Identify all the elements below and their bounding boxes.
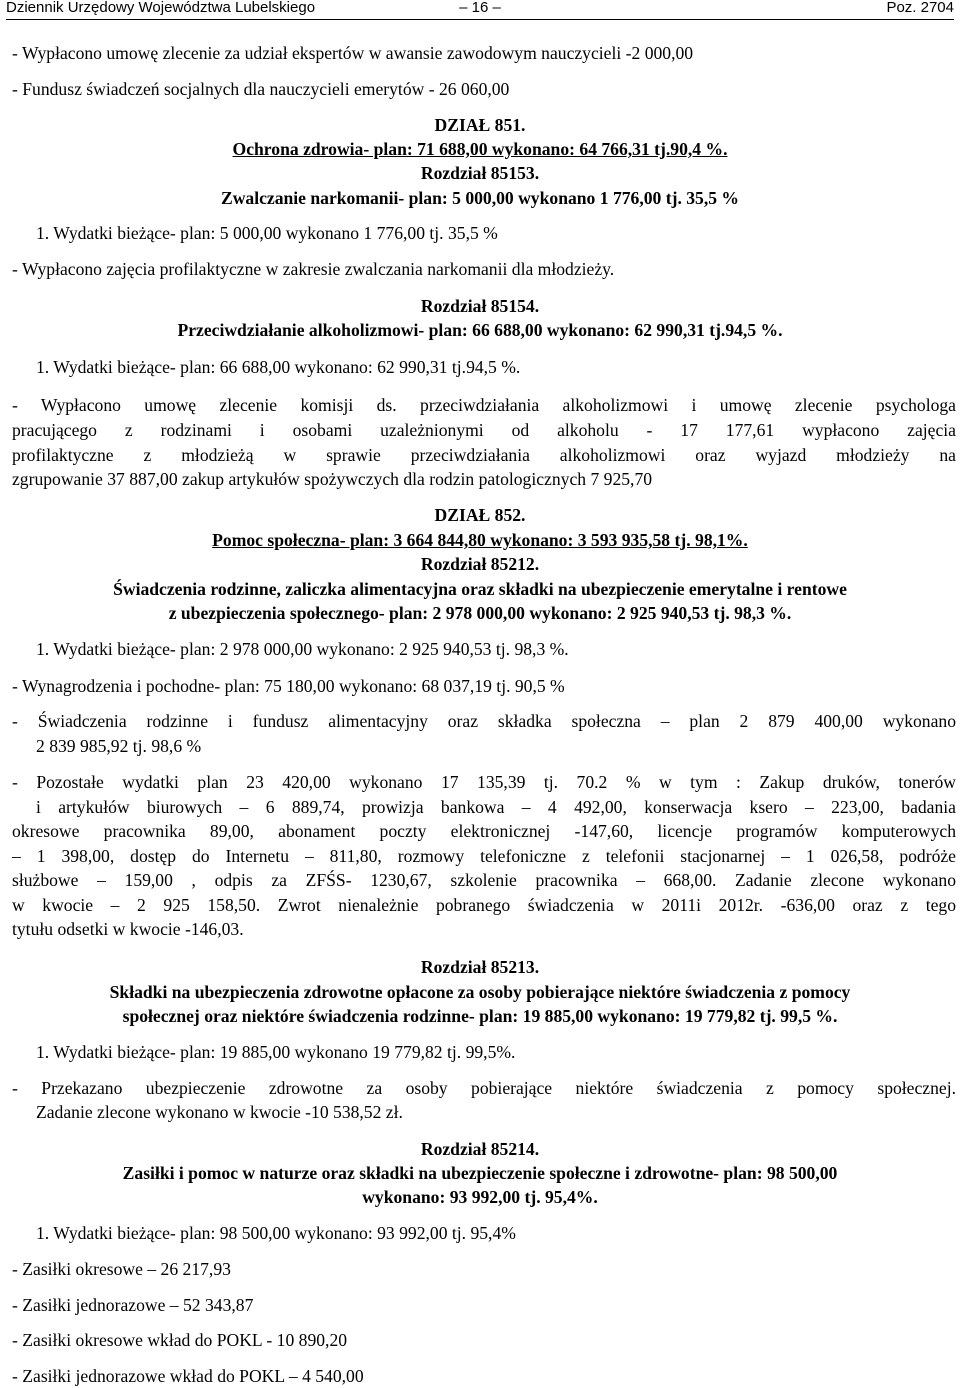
text-line: tytułu odsetki w kwocie -146,03. — [12, 919, 244, 939]
text-line: w kwocie – 2 925 158,50. Zwrot nienależnie pobranego świadczenia w 2011i 2012r. -636,00 oraz z tego — [12, 895, 956, 915]
chapter-title: wykonano: 93 992,00 tj. 95,4%. — [362, 1187, 598, 1207]
text-line: - Wypłacono umowę zlecenie za udział ekspertów w awansie zawodowym nauczycieli -2 000,00 — [12, 43, 694, 63]
text-line: okresowe pracownika 89,00, abonament poczty elektronicznej -147,60, licencje programów komputerowych — [12, 821, 956, 841]
text-line: - Wypłacono zajęcia profilaktyczne w zakresie zwalczania narkomanii dla młodzieży. — [12, 259, 615, 279]
text-line: - Przekazano ubezpieczenie zdrowotne za osoby pobierające niektóre świadczenia z pomocy społecznej. — [12, 1078, 956, 1098]
chapter-title: Świadczenia rodzinne, zaliczka alimentacyjna oraz składki na ubezpieczenie emerytalne i rentowe — [113, 579, 847, 599]
text-line: - Pozostałe wydatki plan 23 420,00 wykonano 17 135,39 tj. 70.2 % w tym : Zakup druków, tonerów — [12, 772, 956, 792]
text-line: i artykułów biurowych – 6 889,74, prowizja bankowa – 4 492,00, konserwacja ksero – 223,00, badania — [36, 797, 956, 817]
text-line: - Wypłacono umowę zlecenie komisji ds. przeciwdziałania alkoholizmowi i umowę zlecenie psychologa — [12, 395, 956, 415]
chapter-title: z ubezpieczenia społecznego- plan: 2 978 000,00 wykonano: 2 925 940,53 tj. 98,3 %. — [168, 603, 792, 623]
chapter-title: Składki na ubezpieczenia zdrowotne opłacone za osoby pobierające niektóre świadczenia z pomocy — [109, 982, 851, 1002]
journal-title: Dziennik Urzędowy Województwa Lubelskiego — [6, 0, 316, 16]
chapter-heading: Rozdział 85214. — [420, 1139, 540, 1159]
chapter-title: Zwalczanie narkomanii- plan: 5 000,00 wykonano 1 776,00 tj. 35,5 % — [220, 188, 740, 208]
section-title: Ochrona zdrowia- plan: 71 688,00 wykonano: 64 766,31 tj.90,4 %. — [232, 139, 728, 159]
chapter-heading: Rozdział 85213. — [420, 957, 540, 977]
chapter-title: Przeciwdziałanie alkoholizmowi- plan: 66 688,00 wykonano: 62 990,31 tj.94,5 %. — [177, 320, 783, 340]
chapter-title: społecznej oraz niektóre świadczenia rodzinne- plan: 19 885,00 wykonano: 19 779,82 tj. 99,5 %. — [122, 1006, 838, 1026]
position-number: Poz. 2704 — [886, 0, 954, 16]
text-line: – 1 398,00, dostęp do Internetu – 811,80, rozmowy telefoniczne z telefonii stacjonarnej – 1 026,58, podróże — [12, 846, 956, 866]
expenses-line: 1. Wydatki bieżące- plan: 66 688,00 wykonano: 62 990,31 tj.94,5 %. — [36, 357, 521, 377]
text-line: - Świadczenia rodzinne i fundusz alimentacyjny oraz składka społeczna – plan 2 879 400,00 wykonano — [12, 711, 956, 731]
section-heading: DZIAŁ 852. — [434, 505, 526, 525]
text-line: Zadanie zlecone wykonano w kwocie -10 538,52 zł. — [36, 1102, 403, 1122]
expenses-line: 1. Wydatki bieżące- plan: 19 885,00 wykonano 19 779,82 tj. 99,5%. — [36, 1042, 516, 1062]
page-number: – 16 – — [459, 0, 501, 16]
expenses-line: 1. Wydatki bieżące- plan: 98 500,00 wykonano: 93 992,00 tj. 95,4% — [36, 1223, 516, 1243]
expenses-line: 1. Wydatki bieżące- plan: 2 978 000,00 wykonano: 2 925 940,53 tj. 98,3 %. — [36, 639, 569, 659]
list-item: - Zasiłki jednorazowe – 52 343,87 — [12, 1295, 254, 1315]
expenses-line: 1. Wydatki bieżące- plan: 5 000,00 wykonano 1 776,00 tj. 35,5 % — [36, 223, 498, 243]
text-line: służbowe – 159,00 , odpis za ZFŚS- 1230,67, szkolenie pracownika – 668,00. Zadanie zlecone wykonano — [12, 870, 956, 890]
chapter-title: Zasiłki i pomoc w naturze oraz składki na ubezpieczenie społeczne i zdrowotne- plan: 98 500,00 — [122, 1163, 838, 1183]
chapter-heading: Rozdział 85154. — [420, 296, 540, 316]
text-line: pracującego z rodzinami i osobami uzależnionymi od alkoholu - 17 177,61 wypłacono zajęcia — [12, 420, 956, 440]
page-header — [6, 0, 954, 20]
text-line: - Fundusz świadczeń socjalnych dla nauczycieli emerytów - 26 060,00 — [12, 79, 510, 99]
chapter-heading: Rozdział 85212. — [420, 554, 540, 574]
list-item: - Zasiłki jednorazowe wkład do POKL – 4 540,00 — [12, 1366, 364, 1386]
text-line: zgrupowanie 37 887,00 zakup artykułów spożywczych dla rodzin patologicznych 7 925,70 — [12, 469, 653, 489]
text-line: profilaktyczne z młodzieżą w sprawie przeciwdziałania alkoholizmowi oraz wyjazd młodzieży na — [12, 445, 956, 465]
section-heading: DZIAŁ 851. — [434, 115, 526, 135]
text-line: 2 839 985,92 tj. 98,6 % — [36, 736, 202, 756]
list-item: - Zasiłki okresowe wkład do POKL - 10 890,20 — [12, 1330, 348, 1350]
section-title: Pomoc społeczna- plan: 3 664 844,80 wykonano: 3 593 935,58 tj. 98,1%. — [212, 530, 748, 550]
chapter-heading: Rozdział 85153. — [420, 163, 540, 183]
list-item: - Zasiłki okresowe – 26 217,93 — [12, 1259, 231, 1279]
text-line: - Wynagrodzenia i pochodne- plan: 75 180,00 wykonano: 68 037,19 tj. 90,5 % — [12, 676, 565, 696]
